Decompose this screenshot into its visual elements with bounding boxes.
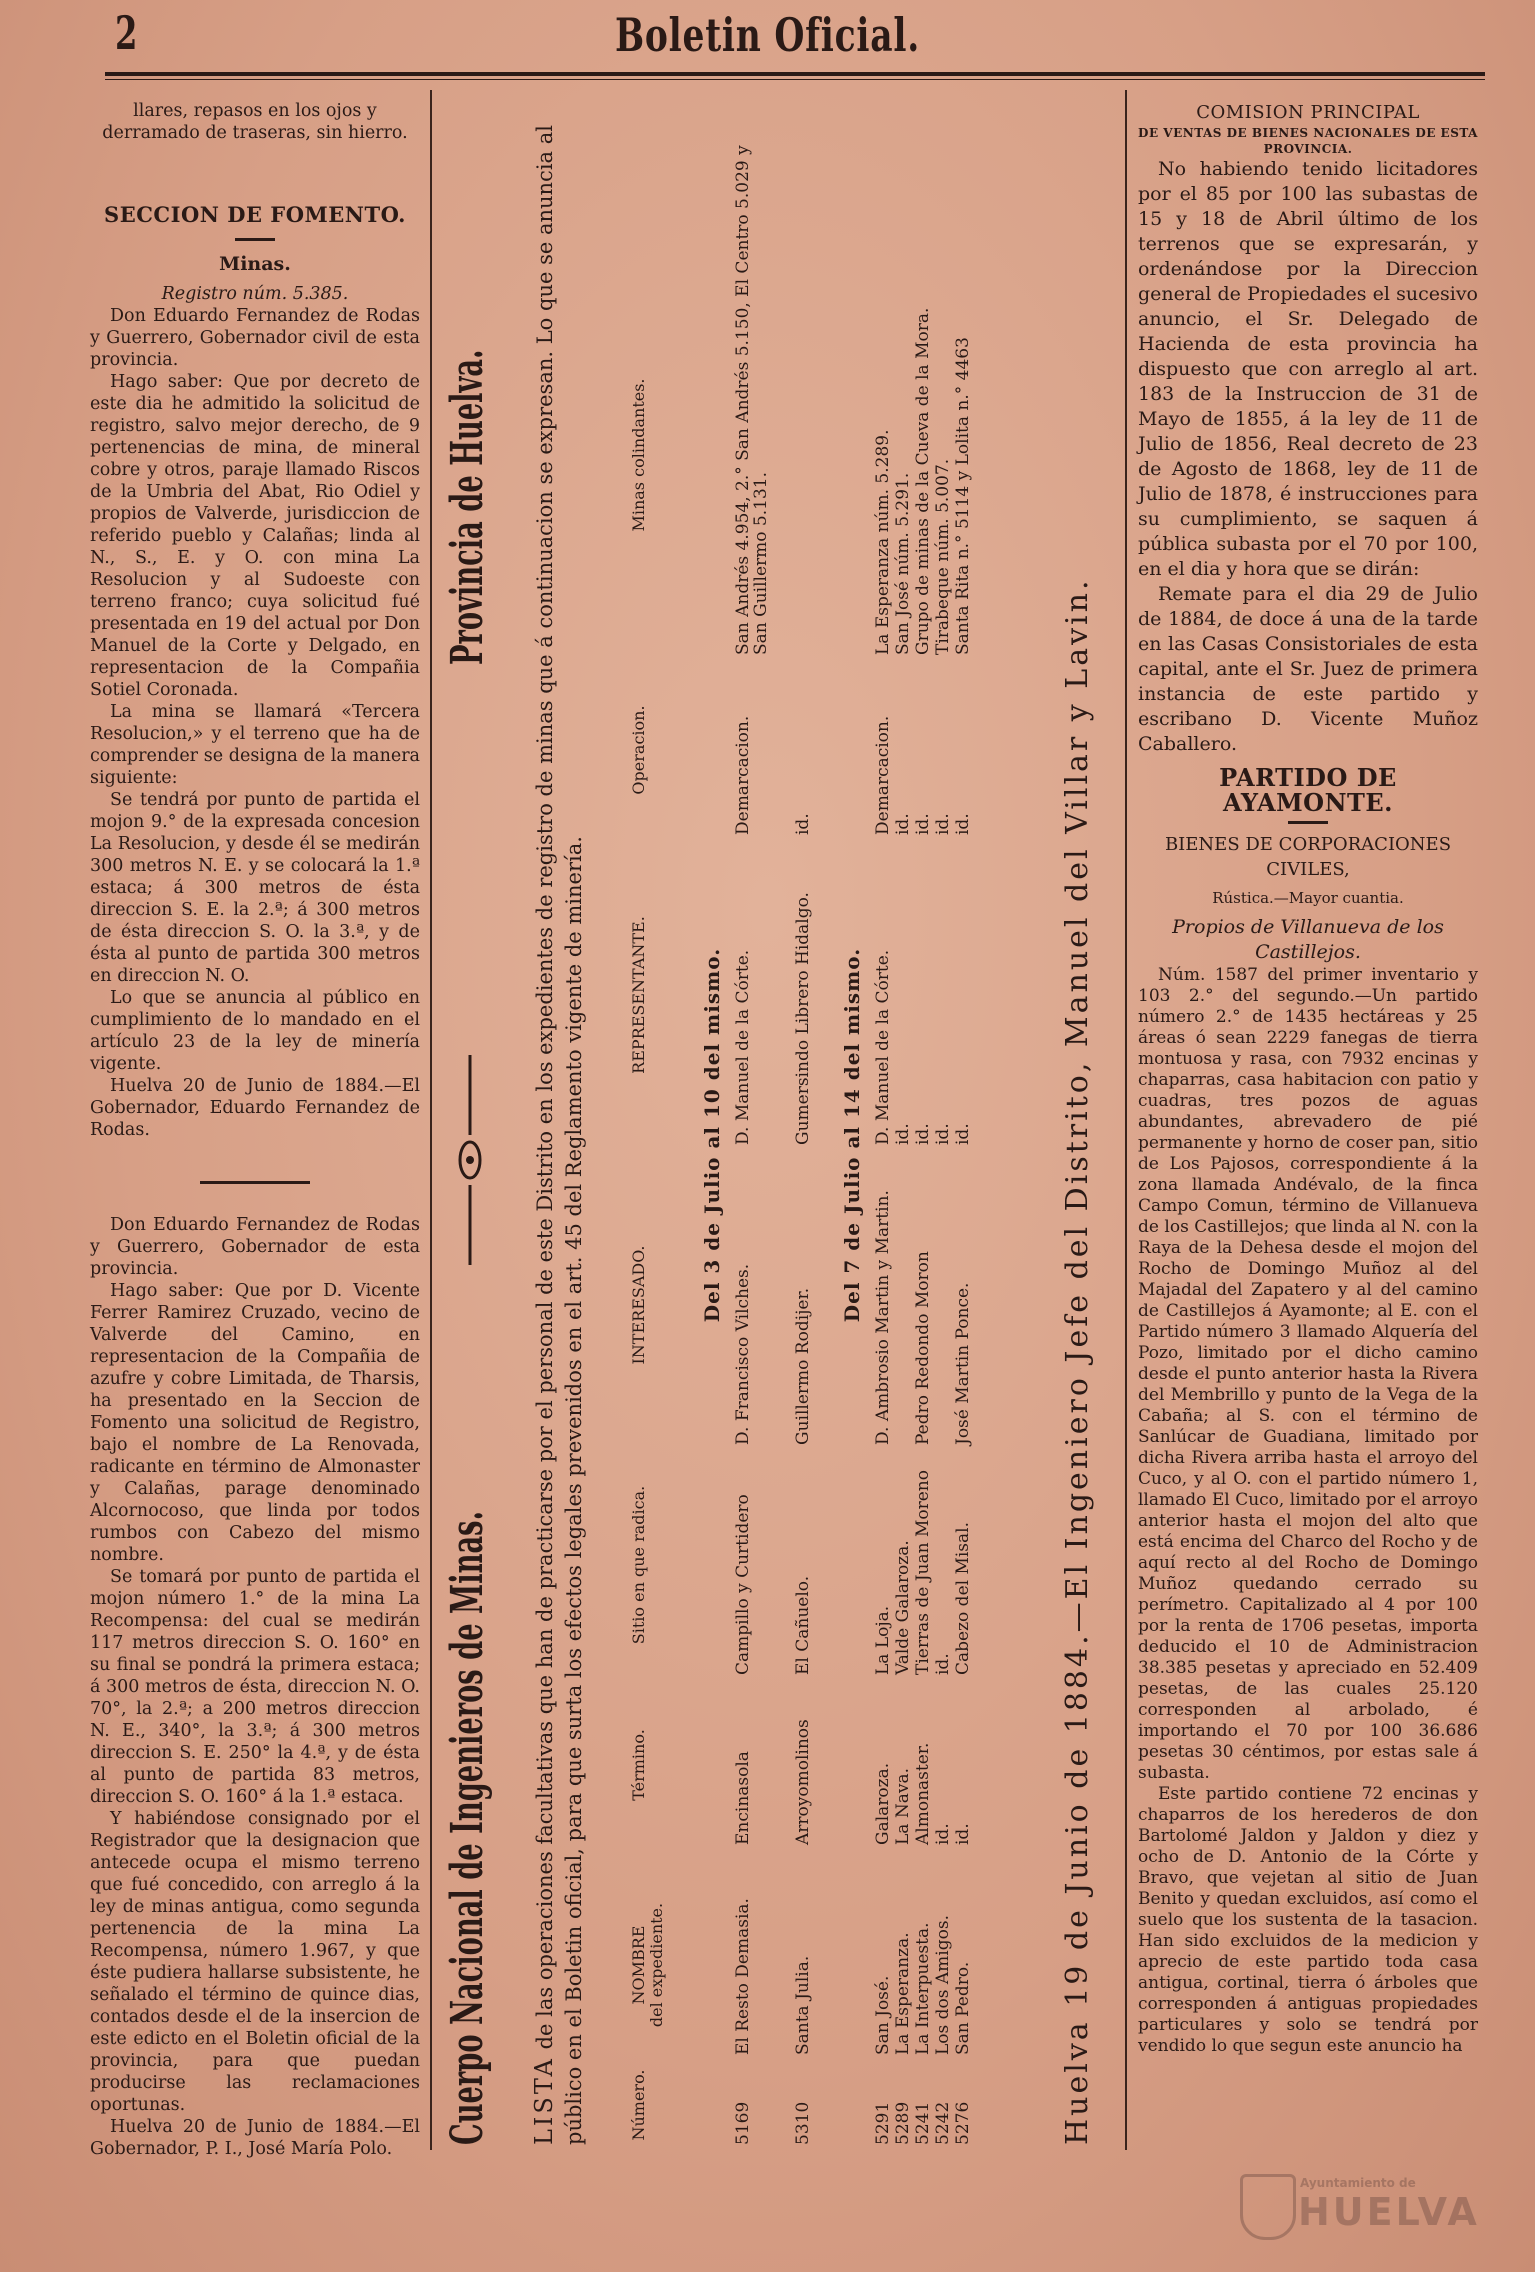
cell-interesado: D. Francisco Vilches. (733, 1263, 753, 1445)
paragraph: Lo que se anuncia al público en cumplimiento de lo mandado en el artículo 23 de la ley de minería vigente. (90, 988, 420, 1074)
cell-termino: Encinasola (733, 1751, 753, 1845)
cell-nombre: San Pedro. (953, 1961, 973, 2055)
cell-sitio: Campillo y Curtidero (733, 1494, 753, 1675)
paragraph: Remate para el dia 29 de Julio de 1884, de doce á una de la tarde en las Casas Consistoriales de esta capital, ante el Sr. Juez de primera instancia de este partido y escribano D. Vicente Muñoz Caballero. (1138, 583, 1478, 755)
watermark-small: Ayuntamiento de (1300, 2176, 1416, 2190)
cell-operacion: id. (953, 813, 973, 835)
header-sitio: Sitio en que radica. (629, 1485, 648, 1645)
table-signature: Huelva 19 de Junio de 1884.—El Ingeniero Jefe del Distrito, Manuel del Villar y Lavin. (1060, 577, 1095, 2145)
bienes-title: BIENES DE CORPORACIONES CIVILES, (1164, 834, 1452, 880)
table-row (874, 125, 894, 2145)
paragraph: Huelva 20 de Junio de 1884.—El Gobernador, P. I., José María Polo. (90, 2117, 420, 2159)
cell-representante: D. Manuel de la Córte. (873, 949, 893, 1145)
table-header-row (630, 125, 680, 2145)
cell-nombre: Los dos Amigos. (933, 1915, 953, 2055)
section-title: SECCION DE FOMENTO. (104, 202, 406, 227)
header-termino: Término. (629, 1729, 648, 1801)
header-nombre-b: del expediente. (647, 1902, 666, 2028)
cell-colindantes: San José núm. 5.291. (893, 472, 913, 655)
header-numero: Número. (629, 2069, 648, 2141)
cell-numero: 5276 (953, 2101, 973, 2145)
page-header (0, 0, 1535, 80)
cell-colindantes: Santa Rita n.° 5114 y Lolita n.° 4463 (953, 337, 973, 655)
column-divider-right (1125, 90, 1127, 2150)
lista-text: de las operaciones facultativas que han de practicarse por el personal de este Distrito en los expedientes de registro de minas que á continuacion se expresan. Lo que se anuncia al público en el Boletin oficial, para que surta los efectos legales prevenidos en el art. 45 del Reglamento vigente de minería. (533, 125, 586, 2145)
cell-representante: id. (953, 1123, 973, 1145)
cell-representante: id. (893, 1123, 913, 1145)
paragraph: No habiendo tenido licitadores por el 85 por 100 las subastas de 15 y 18 de Abril último de los terrenos que se expresarán, y ordenándose por la Direccion general de Propiedades el sucesivo anuncio, el Sr. Delegado de Hacienda de esta provincia ha dispuesto que con arreglo al art. 183 de la Instruccion de 31 de Mayo de 1855, á la ley de 11 de Julio de 1856, Real decreto de 23 de Agosto de 1868, ley de 11 de Julio de 1878, é instrucciones para su cumplimiento, se saquen á pública subasta por el 70 por 100, en el dia y hora que se dirán: (1138, 158, 1478, 580)
cell-sitio: Cabezo del Misal. (953, 1521, 973, 1675)
newspaper-title: Boletin Oficial. (615, 8, 920, 62)
paragraph: Hago saber: Que por decreto de este dia he admitido la solicitud de registro, salvo mejor derecho, de 9 pertenencias de mina, de mineral cobre y otros, paraje llamado Riscos de la Umbria del Abat, Rio Odiel y propios de Valverde, jurisdiccion de referido pueblo y Calañas; linda al N., S., E. y O. con mina La Resolucion y al Sudoeste con terreno franco; cuya solicitud fué presentada en 19 del actual por Don Manuel de la Corte y Delgado, en representacion de la Compañia Sotiel Coronada. (90, 372, 420, 700)
cell-numero: 5310 (793, 2101, 813, 2145)
cell-termino: id. (953, 1823, 973, 1845)
table-row (734, 125, 794, 2145)
cell-representante: Gumersindo Librero Hidalgo. (793, 892, 813, 1145)
cell-sitio: Valde Galaroza. (893, 1540, 913, 1675)
header-interesado: INTERESADO. (629, 1245, 648, 1365)
cell-sitio: La Loja. (873, 1605, 893, 1675)
cell-numero: 5169 (733, 2101, 753, 2145)
table-row (894, 125, 914, 2145)
cell-numero: 5289 (893, 2101, 913, 2145)
table-body (690, 125, 974, 2145)
cell-operacion: id. (793, 813, 813, 835)
cell-operacion: id. (933, 813, 953, 835)
cell-termino: Galaroza. (873, 1762, 893, 1845)
comision-title: COMISION PRINCIPAL (1196, 102, 1420, 123)
cell-nombre: El Resto Demasia. (733, 1898, 753, 2055)
paragraph: Y habiéndose consignado por el Registrador que la designacion que antecede ocupa el mismo terreno que fué concedido, con arreglo á la ley de minas antigua, como segunda pertenencia de la mina La Recompensa, número 1.967, y que éste pudiera hallarse subsistente, he señalado el término de quince dias, contados desde el de la insercion de este edicto en el Boletin oficial de la provincia, para que puedan producirse las reclamaciones oportunas. (90, 1809, 420, 2115)
divider (200, 1181, 310, 1184)
cell-operacion: id. (913, 813, 933, 835)
group-heading: Del 7 de Julio al 14 del mismo. (840, 947, 864, 1323)
cell-termino: Almonaster. (913, 1742, 933, 1845)
cell-sitio: id. (933, 1653, 953, 1675)
paragraph: Don Eduardo Fernandez de Rodas y Guerrero, Gobernador civil de esta provincia. (90, 306, 420, 370)
cell-interesado: José Martin Ponce. (953, 1282, 973, 1445)
paragraph: Huelva 20 de Junio de 1884.—El Gobernador, Eduardo Fernandez de Rodas. (90, 1076, 420, 1140)
cell-colindantes: Grupo de minas de la Cueva de la Mora. (913, 307, 933, 655)
paragraph: Este partido contiene 72 encinas y chaparros de los herederos de don Bartolomé Jaldon y Jaldon y diez y ocho de D. Antonio de la Córte y Bravo, que vejetan al sitio de Juan Benito y quedan excluidos, así como el suelo que los sustenta de la tasacion. Han sido excluidos de la medicion y aprecio de este partido toda casa antigua, cortinal, tierra ó árboles que corresponden á antiguas propiedades particulares y solo se tendrá por vendido lo que segun este anuncio ha (1138, 1784, 1478, 2056)
header-operacion: Operacion. (629, 705, 648, 795)
table-title-right: Provincia de Huelva. (442, 349, 493, 665)
header-representante: REPRESENTANTE. (629, 916, 648, 1074)
table-row (954, 125, 974, 2145)
header-nombre-a: NOMBRE (629, 1925, 648, 2005)
cell-termino: id. (933, 1823, 953, 1845)
group-rows (874, 125, 974, 2145)
partido-title: PARTIDO DE AYAMONTE. (1219, 763, 1397, 817)
cell-operacion: id. (893, 813, 913, 835)
header-rule (105, 72, 1485, 76)
cell-interesado: D. Ambrosio Martin y Martin. (873, 1190, 893, 1445)
subsection-title: Minas. (219, 253, 291, 275)
cell-numero: 5291 (873, 2101, 893, 2145)
paragraph: Don Eduardo Fernandez de Rodas y Guerrero, Gobernador de esta provincia. (90, 1215, 420, 1279)
cell-operacion: Demarcacion. (733, 715, 753, 835)
cell-nombre: La Esperanza. (893, 1932, 913, 2055)
cell-interesado: Pedro Redondo Moron (913, 1251, 933, 1445)
header-rule-thin (105, 79, 1485, 80)
rustica-subtitle: Rústica.—Mayor cuantia. (1212, 889, 1404, 907)
header-nombre (630, 1875, 666, 2055)
cell-representante: id. (933, 1123, 953, 1145)
propios-subtitle: Propios de Villanueva de los Castillejos. (1172, 916, 1444, 963)
paragraph: La mina se llamará «Tercera Resolucion,» y el terreno que ha de comprender se designa de la manera siguiente: (90, 702, 420, 788)
comision-subtitle: DE VENTAS DE BIENES NACIONALES DE ESTA PROVINCIA. (1138, 126, 1478, 156)
watermark-big: HUELVA (1298, 2190, 1480, 2234)
lista-intro (530, 125, 589, 2145)
cell-termino: La Nava. (893, 1768, 913, 1845)
intro-text: llares, repasos en los ojos y derramado de traseras, sin hierro. (102, 101, 408, 143)
watermark (1240, 2170, 1500, 2240)
group-rows (734, 125, 830, 2145)
mining-operations-table (440, 85, 1120, 2145)
registro-number: Registro núm. 5.385. (161, 284, 349, 304)
table-row (934, 125, 954, 2145)
cell-colindantes: La Esperanza núm. 5.289. (873, 429, 893, 655)
cell-representante: D. Manuel de la Córte. (733, 949, 753, 1145)
cell-sitio: Tierras de Juan Moreno (913, 1470, 933, 1675)
table-row (794, 125, 830, 2145)
right-column (1138, 100, 1478, 2057)
cell-nombre: Santa Julia. (793, 1955, 813, 2055)
left-column (90, 100, 420, 2160)
paragraph: Se tomará por punto de partida el mojon número 1.° de la mina La Recompensa: del cual se medirán 117 metros direccion S. O. 160° en su final se pondrá la primera estaca; á 300 metros de ésta, direccion N. O. 70°, la 2.ª; a 200 metros direccion N. E., 340°, la 3.ª; á 300 metros direccion S. E. 250° la 4.ª, y de ésta al punto de partida 83 metros, direccion S. O. 160° á la 1.ª estaca. (90, 1567, 420, 1807)
cell-numero: 5241 (913, 2101, 933, 2145)
paragraph: Núm. 1587 del primer inventario y 103 2.° del segundo.—Un partido número 2.° de 1435 hectáreas y 25 áreas ó sean 2229 fanegas de tierra montuosa y rasa, con 7932 encinas y chaparras, casa habitacion con patio y cuadras, tres pozos de aguas abundantes, abrevadero de pié permanente y horno de coser pan, sitio de Los Pajosos, correspondiente á la zona llamada Andévalo, de la finca Campo Comun, término de Villanueva de los Castillejos; que linda al N. con la Raya de la Dehesa desde el mojon del Rocho de Domingo Muñoz al del Majadal del Zapatero y al del camino de Castillejos á Ayamonte; al E. con el Partido número 3 llamado Alquería del Pozo, limitado por el dicho camino desde el punto anterior hasta la Rivera del Membrillo y punto de la Vega de la Cabaña; al S. con el término de Sanlúcar de Guadiana, limitado por dicha Rivera arriba hasta el arroyo del Cuco, y al O. con el partido número 1, llamado El Cuco, limitado por el arroyo anterior hasta el mojon del alto que está encima del Charco del Rocho y de aquí recto al del Rocho de Domingo Muñoz quedando cerrado su perímetro. Capitalizado al 4 por 100 por la renta de 1706 pesetas, importa deducido el 10 de Administracion 38.385 pesetas y apreciado en 52.409 pesetas, de las cuales 25.120 corresponden al arbolado, é importando el 70 por 100 36.686 pesetas 30 céntimos, por estas sale á subasta. (1138, 965, 1478, 1783)
cell-nombre: San José. (873, 1975, 893, 2055)
table-title-left: Cuerpo Nacional de Ingenieros de Minas. (442, 1511, 493, 2145)
cell-colindantes: Tirabeque núm. 5.007. (933, 458, 953, 655)
table-row (914, 125, 934, 2145)
header-colindantes: Minas colindantes. (629, 378, 648, 532)
ornament-icon (450, 1055, 490, 1265)
paragraph: Hago saber: Que por D. Vicente Ferrer Ramirez Cruzado, vecino de Valverde del Camino, en representacion de la Compañia de azufre y cobre Limitada, de Tharsis, ha presentado en la Seccion de Fomento una solicitud de Registro, bajo el nombre de La Renovada, radicante en término de Almonaster y Calañas, parage denominado Alcornocoso, que linda por todos rumbos con Cabezo del mismo nombre. (90, 1281, 420, 1565)
page-number: 2 (115, 6, 138, 60)
cell-sitio: El Cañuelo. (793, 1575, 813, 1675)
column-divider-left (430, 90, 432, 2150)
cell-nombre: La Interpuesta. (913, 1922, 933, 2055)
cell-operacion: Demarcacion. (873, 715, 893, 835)
cell-colindantes: San Andrés 4.954, 2.° San Andrés 5.150, El Centro 5.029 y San Guillermo 5.131. (733, 145, 771, 655)
lista-lead: LISTA (530, 2056, 558, 2145)
cell-numero: 5242 (933, 2101, 953, 2145)
cell-interesado: Guillermo Rodijer. (793, 1287, 813, 1445)
group-heading: Del 3 de Julio al 10 del mismo. (700, 947, 724, 1323)
divider (1288, 821, 1328, 824)
cell-termino: Arroyomolinos (793, 1719, 813, 1845)
divider (235, 238, 275, 241)
cell-representante: id. (913, 1123, 933, 1145)
paragraph: Se tendrá por punto de partida el mojon 9.° de la expresada concesion La Resolucion, y desde él se medirán 300 metros N. E. y se colocará la 1.ª estaca; á 300 metros de ésta direccion S. E. la 2.ª; á 300 metros de ésta direccion S. O. la 3.ª, y de ésta al punto de partida 300 metros en direccion N. O. (90, 790, 420, 986)
crest-icon (1240, 2174, 1296, 2240)
